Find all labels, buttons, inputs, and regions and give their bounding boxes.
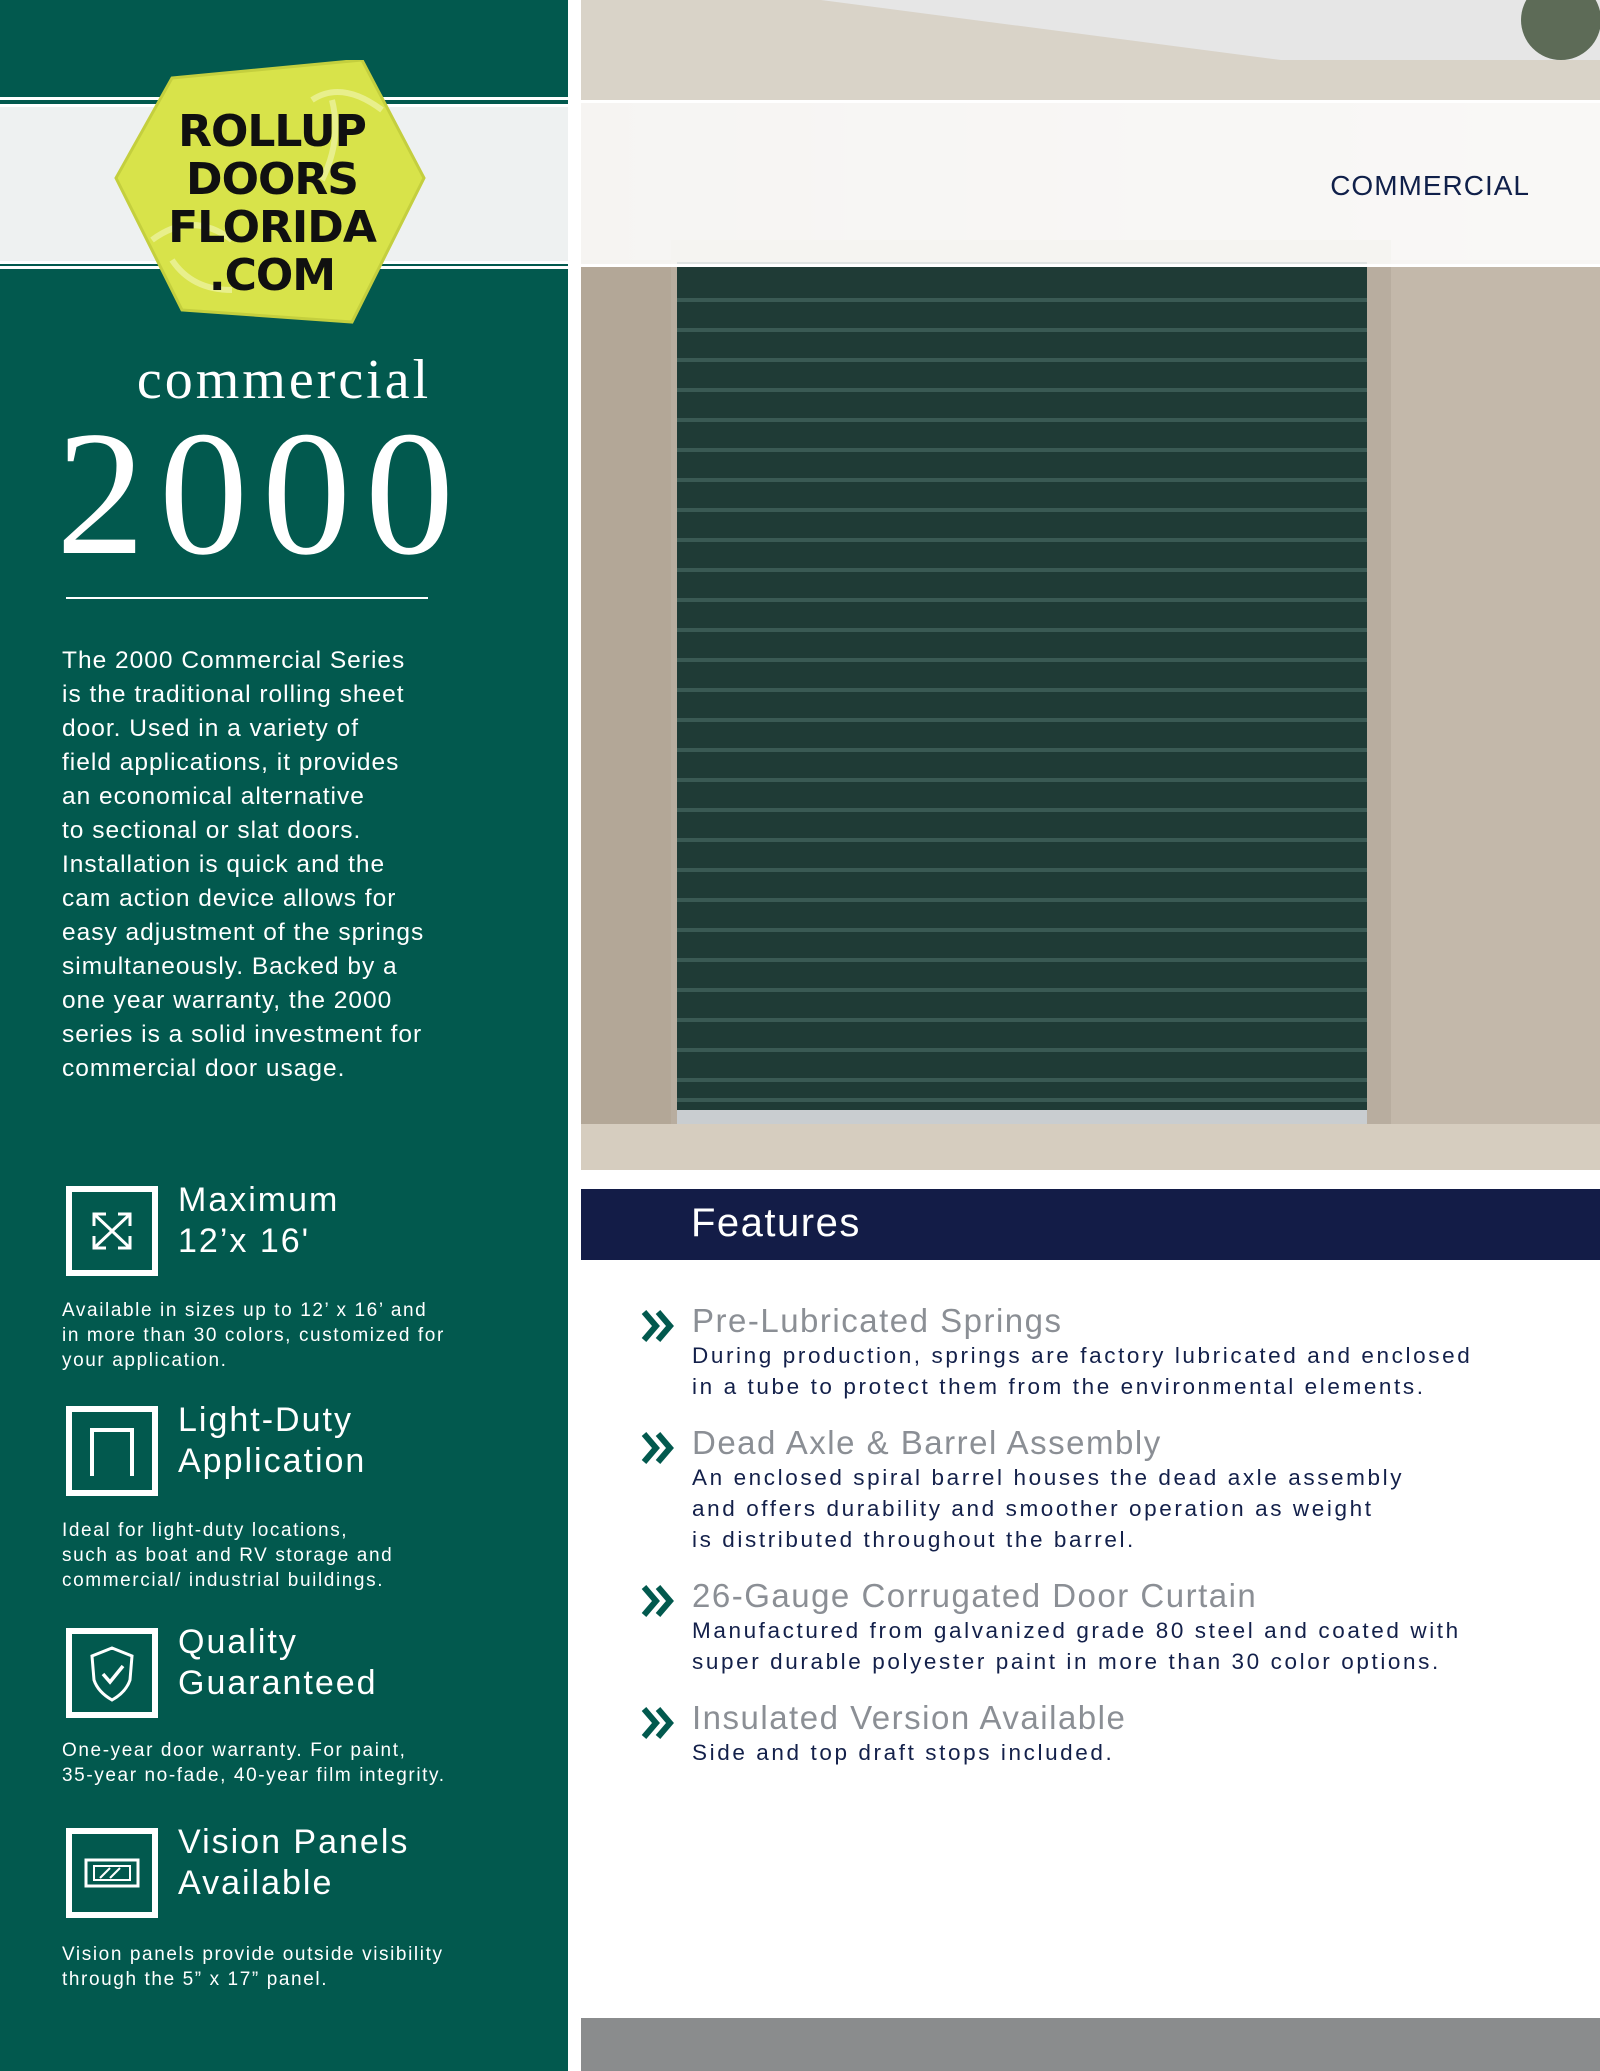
spec-title: Maximum 12’x 16' xyxy=(178,1181,340,1260)
spec-description: One-year door warranty. For paint, 35-year no-fade, 40-year film integrity. xyxy=(62,1740,446,1786)
feature-description: During production, springs are factory lubricated and enclosed in a tube to protect them from the environmental elements. xyxy=(692,1343,1473,1399)
spec-title: Vision Panels Available xyxy=(178,1823,410,1902)
model-number: 2000 xyxy=(56,394,468,592)
logo-line: FLORIDA xyxy=(168,202,376,253)
company-logo xyxy=(112,60,432,330)
doorway-icon xyxy=(66,1406,158,1496)
left-panel xyxy=(0,0,568,2071)
spec-title: Quality Guaranteed xyxy=(178,1623,378,1702)
expand-arrows-icon xyxy=(66,1186,158,1276)
shield-check-icon xyxy=(66,1628,158,1718)
logo-line: .COM xyxy=(208,250,336,301)
feature-description: Manufactured from galvanized grade 80 steel and coated with super durable polyester paint in more than 30 color options. xyxy=(692,1618,1461,1674)
logo-line: DOORS xyxy=(186,154,358,205)
vision-panel-icon xyxy=(66,1828,158,1918)
feature-title: 26-Gauge Corrugated Door Curtain xyxy=(692,1577,1258,1614)
divider xyxy=(66,597,428,599)
intro-paragraph: The 2000 Commercial Series is the traditional rolling sheet door. Used in a variety of field applications, it provides an economical alternative to sectional or slat doors. Installation is quick and the cam action device allows for easy adjustment of the springs simultaneously. Backed by a one year warranty, the 2000 series is a solid investment for commercial door usage. xyxy=(62,647,425,1082)
chevron-right-icon xyxy=(640,1703,678,1743)
feature-description: An enclosed spiral barrel houses the dead axle assembly and offers durability and smoother operation as weight is distributed throughout the barrel. xyxy=(692,1465,1405,1552)
category-title: commercial xyxy=(136,349,432,411)
logo-line: ROLLUP xyxy=(178,106,366,157)
spec-description: Ideal for light-duty locations, such as boat and RV storage and commercial/ industrial buildings. xyxy=(62,1520,394,1591)
chevron-right-icon xyxy=(640,1581,678,1621)
features-header xyxy=(581,1189,1600,1260)
spec-description: Available in sizes up to 12’ x 16’ and in more than 30 colors, customized for your application. xyxy=(62,1300,445,1371)
chevron-right-icon xyxy=(640,1428,678,1468)
spec-title: Light-Duty Application xyxy=(178,1401,367,1480)
feature-description: Side and top draft stops included. xyxy=(692,1740,1115,1765)
category-label: COMMERCIAL xyxy=(1330,170,1530,201)
footer-bar xyxy=(581,2018,1600,2071)
chevron-right-icon xyxy=(640,1306,678,1346)
feature-title: Pre-Lubricated Springs xyxy=(692,1302,1063,1339)
feature-title: Dead Axle & Barrel Assembly xyxy=(692,1424,1162,1461)
logo-wordmark xyxy=(112,108,432,300)
feature-title: Insulated Version Available xyxy=(692,1699,1127,1736)
spec-description: Vision panels provide outside visibility through the 5” x 17” panel. xyxy=(62,1944,444,1990)
features-title: Features xyxy=(691,1201,861,1245)
